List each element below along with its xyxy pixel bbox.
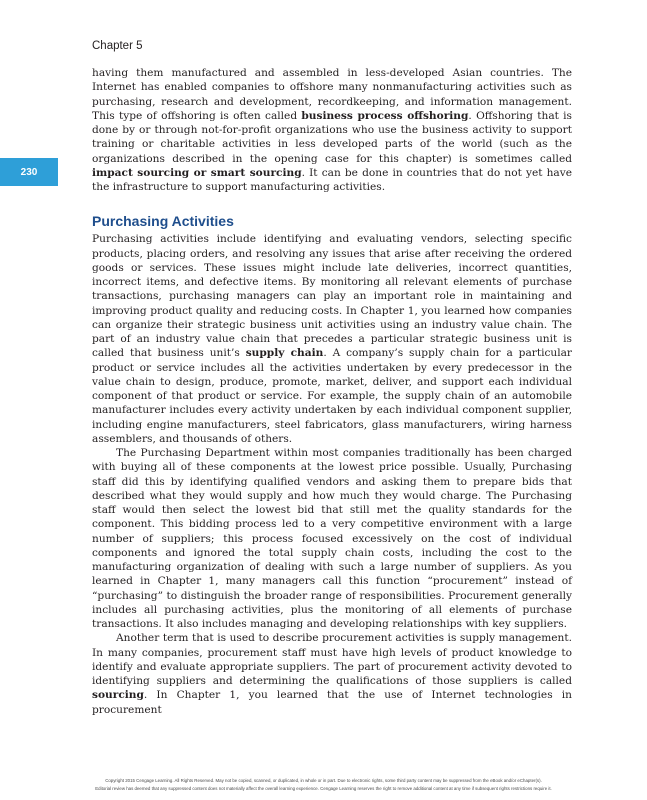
section-p1-text-b: . A company’s supply chain for a particular product or service includes all the activities undertaken by every predecessor in the value chain to design, produce, promote, market, deliver, and support each individual component of that product or service. For example, the supply chain of an automobile manufacturer includes every activity undertaken by each individual component supplier, including engine manufacturers, steel fabricators, glass manufacturers, wiring harness assemblers, and thousands of others. xyxy=(92,347,572,445)
chapter-label: Chapter 5 xyxy=(92,40,143,52)
section-p3-text-b: . In Chapter 1, you learned that the use of Internet technologies in procurement xyxy=(92,689,572,716)
intro-text-a: having them manufactured and assembled in less-developed Asian countries. The Internet has enabled companies to offshore many nonmanufacturing activities such as purchasing, research and development, recordkeeping, and information management. This type of offshoring is often called xyxy=(92,67,572,122)
term-business-process-offshoring: business process offshoring xyxy=(301,109,469,122)
term-impact-sourcing: impact sourcing or smart sourcing xyxy=(92,166,302,179)
page-body xyxy=(92,66,572,717)
section-paragraph-1 xyxy=(92,232,572,446)
intro-paragraph xyxy=(92,66,572,194)
page-number: 230 xyxy=(20,166,38,178)
footer-line-1: Copyright 2015 Cengage Learning. All Rights Reserved. May not be copied, scanned, or duplicated, in whole or in part. Due to electronic rights, some third party content may be suppressed from the eBook and/or eChapter(s). xyxy=(105,778,542,783)
section-p1-text-a: Purchasing activities include identifying and evaluating vendors, selecting specific products, placing orders, and resolving any issues that arise after receiving the ordered goods or services. These issues might include late deliveries, incorrect quantities, incorrect items, and defective items. By monitoring all relevant elements of purchase transactions, purchasing managers can play an important role in maintaining and improving product quality and reducing costs. In Chapter 1, you learned how companies can organize their strategic business unit activities using an industry value chain. The part of an industry value chain that precedes a particular strategic business unit is called that business unit’s xyxy=(92,233,572,360)
section-paragraph-3 xyxy=(92,631,572,717)
term-supply-chain: supply chain xyxy=(245,347,324,360)
footer-line-2: Editorial review has deemed that any suppressed content does not materially affect the overall learning experience. Cengage Learning reserves the right to remove additional content at any time if subsequent rights restrictions require it. xyxy=(95,786,552,791)
section-heading: Purchasing Activities xyxy=(92,213,234,230)
page-number-tab xyxy=(0,158,58,186)
copyright-footer xyxy=(8,777,639,793)
intro-text-c: . It can be done in countries that do not yet have the infrastructure to support manufacturing activities. xyxy=(92,166,573,193)
intro-text-b: . Offshoring that is done by or through not-for-profit organizations who use the business activity to support training or charitable activities in less developed parts of the world (such as the organizations described in the opening case for this chapter) is sometimes called xyxy=(92,109,572,165)
section-p3-text-a: Another term that is used to describe procurement activities is supply management. In many companies, procurement staff must have high levels of product knowledge to identify and evaluate appropriate suppliers. The part of procurement activity devoted to identifying suppliers and determining the qualifications of those suppliers is called xyxy=(92,632,572,687)
section-paragraph-2: The Purchasing Department within most companies traditionally has been charged with buying all of these components at the lowest price possible. Usually, Purchasing staff did this by identifying qualified vendors and asking them to prepare bids that described what they would supply and how much they would charge. The Purchasing staff would then select the lowest bid that still met the quality standards for the component. This bidding process led to a very competitive environment with a large number of suppliers; this process focused excessively on the cost of individual components and ignored the total supply chain costs, including the cost to the manufacturing organization of dealing with such a large number of suppliers. As you learned in Chapter 1, many managers call this function “procurement” instead of “purchasing” to distinguish the broader range of responsibilities. Procurement generally includes all purchasing activities, plus the monitoring of all elements of purchase transactions. It also includes managing and developing relationships with key suppliers. xyxy=(92,447,572,630)
term-sourcing: sourcing xyxy=(92,689,144,702)
